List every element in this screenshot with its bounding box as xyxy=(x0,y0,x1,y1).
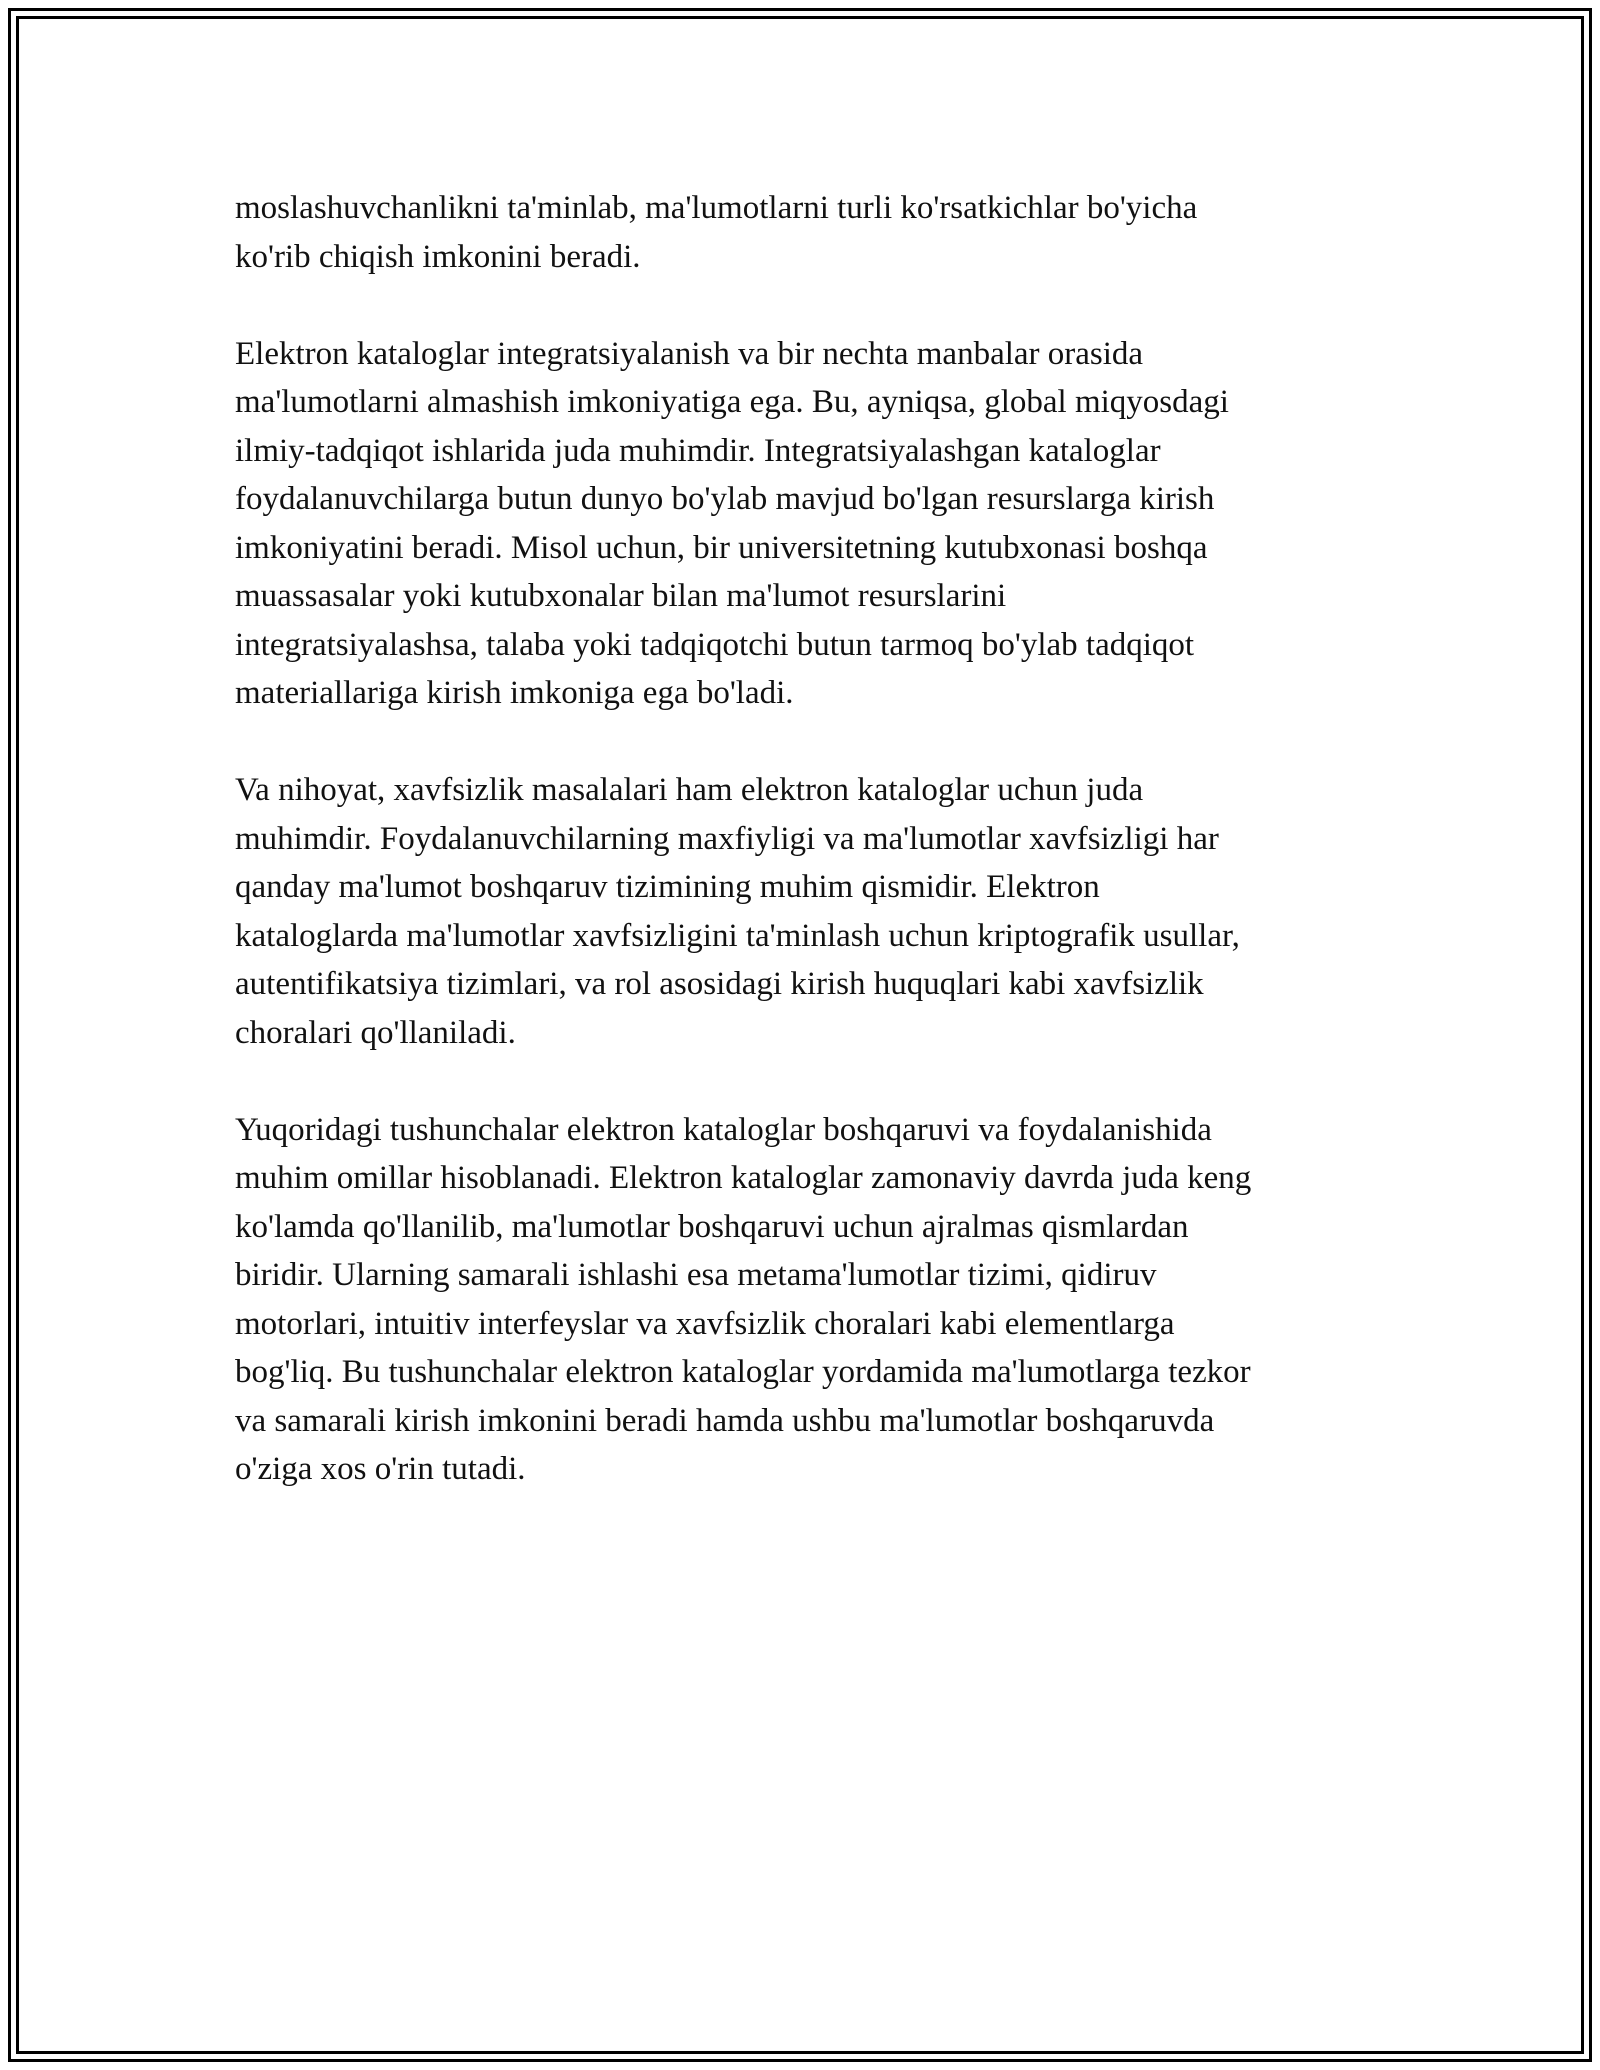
paragraph-1: moslashuvchanlikni ta'minlab, ma'lumotlarni turli ko'rsatkichlar bo'yicha ko'rib chiqish imkonini beradi. xyxy=(235,190,1198,275)
document-body xyxy=(235,184,1385,1542)
paragraph-4: Yuqoridagi tushunchalar elektron kataloglar boshqaruvi va foydalanishida muhim omillar hisoblanadi. Elektron kataloglar zamonaviy davrda juda keng ko'lamda qo'llanilib, ma'lumotlar boshqaruvi uchun ajralmas qismlardan biridir. Ularning samarali ishlashi esa metama'lumotlar tizimi, qidiruv motorlari, intuitiv interfeyslar va xavfsizlik choralari kabi elementlarga bog'liq. Bu tushunchalar elektron kataloglar yordamida ma'lumotlarga tezkor va samarali kirish imkonini beradi hamda ushbu ma'lumotlar boshqaruvda o'ziga xos o'rin tutadi. xyxy=(235,1111,1252,1487)
paragraph-2: Elektron kataloglar integratsiyalanish va bir nechta manbalar orasida ma'lumotlarni almashish imkoniyatiga ega. Bu, ayniqsa, global miqyosdagi ilmiy-tadqiqot ishlarida juda muhimdir. Integratsiyalashgan kataloglar foydalanuvchilarga butun dunyo bo'ylab mavjud bo'lgan resurslarga kirish imkoniyatini beradi. Misol uchun, bir universitetning kutubxonasi boshqa muassasalar yoki kutubxonalar bilan ma'lumot resurslarini integratsiyalashsa, talaba yoki tadqiqotchi butun tarmoq bo'ylab tadqiqot materiallariga kirish imkoniga ega bo'ladi. xyxy=(235,335,1229,711)
paragraph-3: Va nihoyat, xavfsizlik masalalari ham elektron kataloglar uchun juda muhimdir. Foydalanuvchilarning maxfiyligi va ma'lumotlar xavfsizligi har qanday ma'lumot boshqaruv tizimining muhim qismidir. Elektron kataloglarda ma'lumotlar xavfsizligini ta'minlash uchun kriptografik usullar, autentifikatsiya tizimlari, va rol asosidagi kirish huquqlari kabi xavfsizlik choralari qo'llaniladi. xyxy=(235,772,1240,1051)
